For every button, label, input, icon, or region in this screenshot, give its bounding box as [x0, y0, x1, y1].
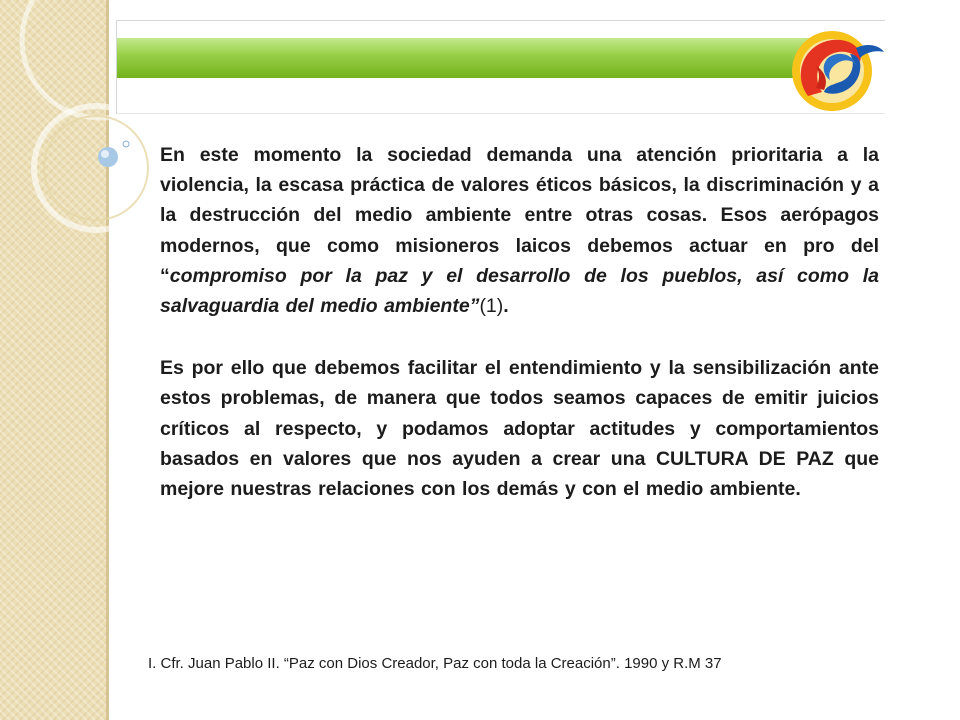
bullet-dot-icon: [98, 147, 118, 167]
paragraph1-quote: compromiso por la paz y el desarrollo de los pueblos, así como la salvaguardia del medio ambiente”: [160, 264, 879, 318]
header-gradient-bar: [117, 38, 817, 78]
peace-swirl-logo: [780, 18, 890, 118]
small-ring-icon: [123, 141, 129, 147]
footnote: I. Cfr. Juan Pablo II. “Paz con Dios Creador, Paz con toda la Creación”. 1990 y R.M 37: [148, 655, 722, 672]
paragraph-cultura-de-paz: Es por ello que debemos facilitar el entendimiento y la sensibilización ante estos problemas, de manera que todos seamos capaces de emitir juicios críticos al respecto, y podamos adoptar actitudes y comportamientos basados en valores que nos ayuden a crear una CULTURA DE PAZ que mejore nuestras relaciones con los demás y con el medio ambiente.: [160, 357, 879, 501]
paragraph1-intro: En este momento la sociedad demanda una atención prioritaria a la violencia, la escasa práctica de valores éticos básicos, la discriminación y a la destrucción del medio ambiente entre otras cosas. Esos aerópagos modernos, que como misioneros laicos debemos actuar en pro del: [160, 144, 879, 257]
paragraph-violence: [160, 140, 879, 321]
paragraph1-open-quote: “: [160, 264, 170, 287]
main-content: [160, 140, 879, 504]
paragraph1-citation: (1): [479, 295, 504, 318]
paragraph1-end: .: [503, 295, 509, 318]
